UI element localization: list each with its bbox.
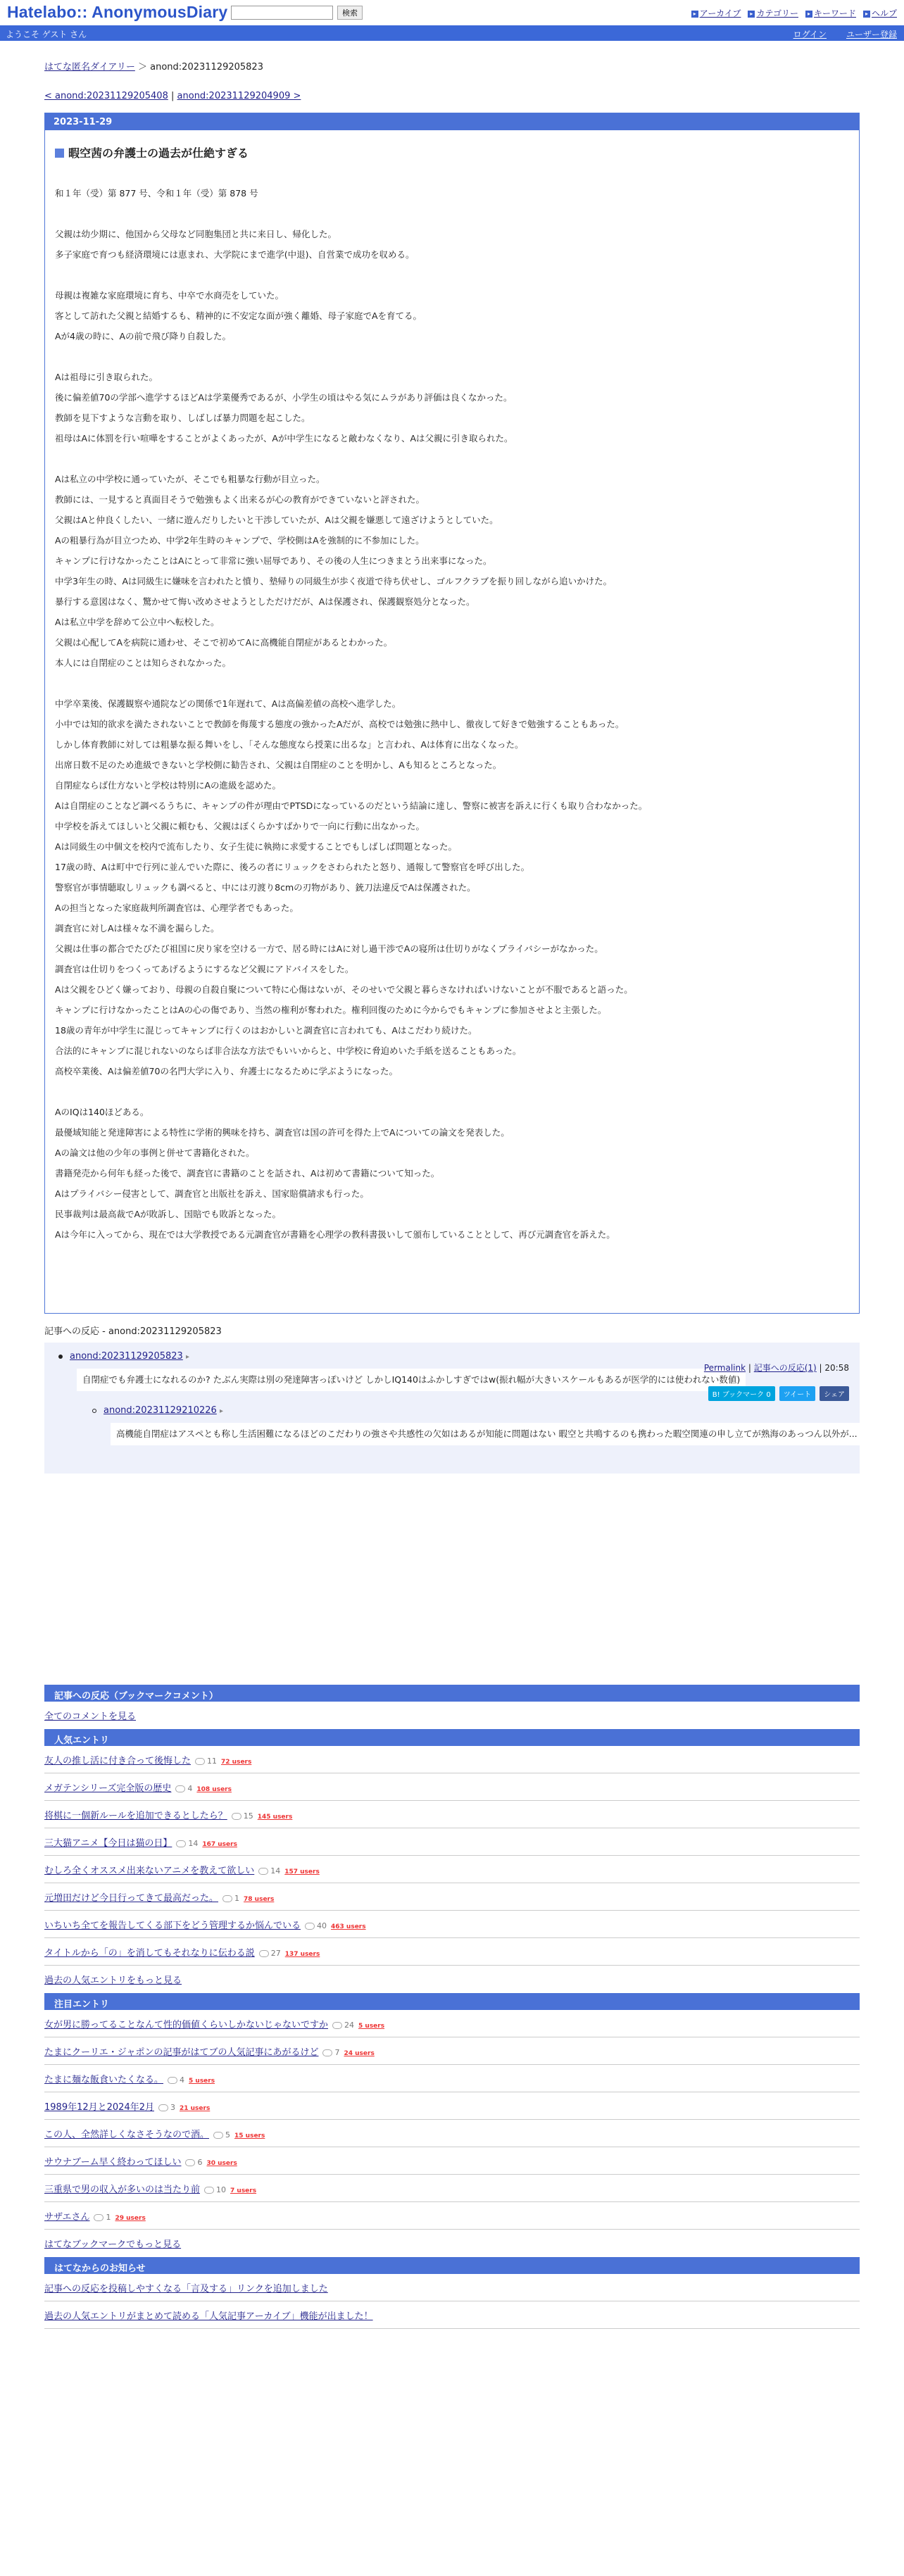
comment-bubble-icon: [232, 1813, 241, 1820]
entry-line: 合法的にキャンプに混じれないのならば非合法な方法でもいいからと、中学校に脅迫めいた手紙を送ることもあった。: [55, 1045, 522, 1056]
entry-line: 父親は幼少期に、他国から父母など同胞集団と共に来日し、帰化した。: [55, 229, 337, 239]
top-link-category[interactable]: ▸ カテゴリー: [748, 7, 798, 19]
entry-link[interactable]: タイトルから「の」を消してもそれなりに伝わる説: [44, 1948, 255, 1959]
comment-bubble-icon: [222, 1895, 232, 1902]
entry-line: 18歳の青年が中学生に混じってキャンプに行くのはおかしいと調査官に言われても、Aはこだわり続けた。: [55, 1025, 477, 1036]
entry-link[interactable]: 女が男に勝ってることなんて性的価値くらいしかないじゃないですか: [44, 2020, 329, 2030]
site-logo[interactable]: Hatelabo:: AnonymousDiary: [7, 3, 228, 21]
comment-bubble-icon: [94, 2214, 103, 2221]
comment-bubble-icon: [322, 2049, 332, 2056]
comment-bubble-icon: [195, 1758, 205, 1765]
comment-count: 6: [185, 2158, 202, 2167]
noteworthy-header: 注目エントリ: [44, 1993, 860, 2010]
notice-item: 過去の人気エントリがまとめて読める「人気記事アーカイブ」機能が出ました！: [44, 2301, 860, 2329]
comment-bubble-icon: [168, 2077, 177, 2084]
entry-row: [44, 1801, 860, 1828]
entry-line: 父親は仕事の都合でたびたび祖国に戻り家を空ける一方で、居る時にはAに対し過干渉でAの寝所は仕切りがなくプライバシーがなかった。: [55, 943, 603, 954]
search-input[interactable]: [231, 6, 333, 20]
ad-space: [44, 1474, 860, 1685]
entry-row: [44, 2202, 860, 2230]
entry-link[interactable]: いちいち全てを報告してくる部下をどう管理するか悩んでいる: [44, 1921, 301, 1931]
entry-line: 後に偏差値70の学部へ進学するほどAは学業優秀であるが、小学生の頃はやる気にムラがあり評価は良くなかった。: [55, 392, 513, 403]
breadcrumb: はてな匿名ダイアリー ＞ anond:20231129205823: [44, 62, 263, 73]
entry-paragraph: [55, 183, 849, 203]
entry-link[interactable]: メガテンシリーズ完全版の歴史: [44, 1783, 172, 1794]
entry-line: Aは私立の中学校に通っていたが、そこでも粗暴な行動が目立った。: [55, 474, 325, 484]
entry-link[interactable]: この人、全然詳しくなさそうなので酒。: [44, 2130, 210, 2140]
entry-row: [44, 1883, 860, 1911]
entry-row: [44, 2147, 860, 2175]
search-button[interactable]: 検索: [337, 6, 363, 20]
entry-line: 母親は複雑な家庭環境に育ち、中卒で水商売をしていた。: [55, 290, 284, 301]
entry-line: キャンプに行けなかったことはAにとって非常に強い屈辱であり、その後の人生につきまとう出来事になった。: [55, 555, 492, 566]
users-count[interactable]: 5 users: [189, 2078, 215, 2085]
notice-list: [44, 2274, 860, 2329]
permalink[interactable]: Permalink: [703, 1363, 746, 1373]
notice-header: はてなからのお知らせ: [44, 2257, 860, 2274]
users-count[interactable]: 21 users: [179, 2105, 211, 2112]
entry-link[interactable]: 元増田だけど今日行ってきて最高だった。: [44, 1893, 219, 1904]
entry-line: 調査官は仕切りをつくってあげるようにするなど父親にアドバイスをした。: [55, 964, 354, 974]
comment-count: 3: [158, 2103, 175, 2112]
entry-line: Aは私立中学を辞めて公立中へ転校した。: [55, 617, 220, 627]
entry-line: Aは今年に入ってから、現在では大学教授である元調査官が書籍を心理学の教科書扱いして頒布していることとして、再び元調査官を訴えた。: [55, 1229, 615, 1240]
entry-line: 警察官が事情聴取しリュックも調べると、中には刃渡り8cmの刃物があり、銃刀法違反でAは保護された。: [55, 882, 476, 893]
comment-bubble-icon: [204, 2187, 214, 2194]
comment-bubble-icon: [259, 1950, 269, 1957]
entry-line: 自閉症ならば仕方ないと学校は特別にAの進級を認めた。: [55, 780, 282, 791]
entry-row: [44, 2010, 860, 2037]
top-link-archive[interactable]: ▸ アーカイブ: [691, 7, 741, 19]
all-comments-link[interactable]: 全てのコメントを見る: [44, 1711, 137, 1722]
entry-row: [44, 1828, 860, 1856]
comment-count: 40: [305, 1921, 327, 1930]
bookmark-comments-header: 記事への反応（ブックマークコメント）: [44, 1685, 860, 1702]
entry-line: 中学卒業後、保護観察や通院などの関係で1年遅れて、Aは高偏差値の高校へ進学した。: [55, 698, 401, 709]
prev-entry-link[interactable]: < anond:20231129205408: [44, 91, 168, 101]
top-bar: [0, 0, 904, 25]
entry-link[interactable]: 三大猫アニメ【今日は猫の日】: [44, 1838, 172, 1849]
noteworthy-list: [44, 2010, 860, 2230]
comment-bubble-icon: [175, 1785, 185, 1792]
entry-line: 多子家庭で育つも経済環境には恵まれ、大学院にまで進学(中退)、自営業で成功を収める。: [55, 249, 415, 260]
entry-link[interactable]: むしろ全くオススメ出来ないアニメを教えて欲しい: [44, 1866, 255, 1876]
comment-count: 5: [213, 2130, 230, 2140]
entry-link[interactable]: 友人の推し活に付き合って後悔した: [44, 1756, 192, 1766]
signup-link[interactable]: ユーザー登録: [846, 30, 897, 39]
users-count[interactable]: 108 users: [196, 1786, 232, 1793]
entry-row: [44, 1911, 860, 1938]
entry-link[interactable]: たまにクーリエ・ジャポンの記事がはてブの人気記事にあがるけど: [44, 2047, 319, 2058]
comment-count: 4: [175, 1784, 192, 1793]
entry-link[interactable]: 三重県で男の収入が多いのは当たり前: [44, 2185, 201, 2195]
entry-row: [44, 2175, 860, 2202]
top-links: [691, 7, 897, 19]
comment-count: 15: [232, 1811, 253, 1821]
users-count[interactable]: 30 users: [206, 2160, 237, 2167]
reaction-item: anond:20231129205823 ▸ 自閉症でも弁護士になれるのか? たぶん実際は別の発達障害っぽいけど しかしIQ140はふかしすぎではw(振れ幅が大きいスケールもあるが医学的には使われない数値) anond:20231129210226 ▸ 高機能自閉症はアスペとも称し生活困難になるほどのこだわりの強さや共感性の欠如はあるが知能に問題はない 暇空と共鳴するのも携わった暇空関連の申し立てが熟海のあっつん以外が...: [58, 1351, 846, 1445]
entry-line: 和１年（受）第 877 号、令和１年（受）第 878 号: [55, 188, 258, 199]
users-count[interactable]: 29 users: [115, 2215, 146, 2222]
entry-line: Aの論文は他の少年の事例と併せて書籍化された。: [55, 1148, 255, 1158]
breadcrumb-home[interactable]: はてな匿名ダイアリー: [44, 62, 135, 73]
comment-count: 14: [258, 1866, 280, 1876]
entry-line: 最優域知能と発達障害による特性に学術的興味を持ち、調査官は国の許可を得た上でAについての論文を発表した。: [55, 1127, 510, 1138]
square-icon: [55, 149, 64, 158]
entry-paragraph: [55, 1102, 849, 1245]
comment-count: 1: [222, 1894, 239, 1903]
entry-paragraph: [55, 367, 849, 448]
entry-line: 客として訪れた父親と結婚するも、精神的に不安定な面が強く離婚、母子家庭でAを育てる。: [55, 310, 422, 321]
users-count[interactable]: 145 users: [257, 1814, 293, 1821]
bullet-icon: [92, 1409, 96, 1413]
login-link[interactable]: ログイン: [793, 30, 827, 39]
entry-line: Aは祖母に引き取られた。: [55, 372, 158, 382]
reaction-child: anond:20231129210226 ▸ 高機能自閉症はアスペとも称し生活困難になるほどのこだわりの強さや共感性の欠如はあるが知能に問題はない 暇空と共鳴するのも携わった暇空関連の申し立てが熟海のあっつん以外が...: [92, 1405, 846, 1445]
entry-row: [44, 1746, 860, 1773]
comment-count: 10: [204, 2185, 226, 2194]
comment-count: 11: [195, 1757, 217, 1766]
comment-bubble-icon: [258, 1868, 268, 1875]
entry-line: 教師を見下すような言動を取り、しばしば暴力問題を起こした。: [55, 413, 310, 423]
users-count[interactable]: 24 users: [344, 2050, 375, 2057]
hatena-bookmark-button[interactable]: B! ブックマーク 0: [708, 1386, 775, 1401]
entry-link[interactable]: サウナブーム早く終わってほしい: [44, 2157, 182, 2168]
entry-link[interactable]: たまに麺な飯食いたくなる。: [44, 2075, 164, 2085]
entry-line: 教師には、一見すると真面目そうで勉強もよく出来るが心の教育ができていないと評された。: [55, 494, 425, 505]
users-count[interactable]: 463 users: [331, 1923, 366, 1930]
entry-line: 中学3年生の時、Aは同級生に嫌味を言われたと憤り、墊帰りの同級生が歩く夜道で待ち伏せし、ゴルフクラブを振り回しながら追いかけた。: [55, 576, 613, 586]
entry-footer: Permalink | 記事への反応(1) | 20:58: [703, 1363, 849, 1373]
entry-row: [44, 2065, 860, 2092]
entry-line: 祖母はAに体罰を行い喧嘩をすることがよくあったが、Aが中学生になると敵わなくなり、Aは父親に引き取られた。: [55, 433, 513, 444]
top-link-keyword[interactable]: ▸ キーワード: [805, 7, 856, 19]
entry-line: しかし体育教師に対しては粗暴な振る舞いをし、「そんな態度なら授業に出るな」と言われ、Aは体育に出なくなった。: [55, 739, 524, 750]
noteworthy-more-link[interactable]: はてなブックマークでもっと見る: [44, 2239, 182, 2250]
popular-header: 人気エントリ: [44, 1729, 860, 1746]
entry-line: Aの担当となった家庭裁判所調査官は、心理学者でもあった。: [55, 903, 299, 913]
comment-count: 4: [168, 2075, 184, 2085]
arrow-icon: ▸: [748, 11, 755, 18]
comment-count: 14: [176, 1839, 198, 1848]
day-date: 2023-11-29: [45, 113, 859, 130]
arrow-icon: ▸: [805, 11, 812, 18]
reaction-link[interactable]: anond:20231129210226: [103, 1405, 217, 1416]
entry-line: Aは同級生の中個文を校内で流布したり、女子生徒に執拗に求愛することでもしばしば問題となった。: [55, 841, 458, 852]
entry-row: [44, 2037, 860, 2065]
user-bar: [0, 25, 904, 41]
comment-bubble-icon: [176, 1840, 186, 1847]
reaction-link[interactable]: anond:20231129205823: [70, 1351, 183, 1362]
entry-row: [44, 1856, 860, 1883]
entry-row: [44, 2092, 860, 2120]
entry-paragraph: [55, 469, 849, 673]
entry-line: 調査官に対しAは様々な不満を漏らした。: [55, 923, 220, 934]
entry-line: 書籍発売から何年も経った後で、調査官に書籍のことを話され、Aは初めて書籍について知った。: [55, 1168, 440, 1179]
entry-line: 父親はAと仲良くしたい、一緒に遊んだりしたいと干渉していたが、Aは父親を嫌悪して遠ざけようとしていた。: [55, 515, 498, 525]
entry-line: 17歳の時、Aは町中で行列に並んでいた際に、後ろの者にリュックをさわられたと怒り、通報して警察官を呼び出した。: [55, 862, 530, 872]
entry-line: 高校卒業後、Aは偏差値70の名門大学に入り、弁護士になるために学ぶようになった。: [55, 1066, 398, 1076]
entry-line: 出席日数不足のため進級できないと学校側に勧告され、父親は自閉症のことを明かし、Aも知るところとなった。: [55, 760, 502, 770]
arrow-icon: ▸: [863, 11, 870, 18]
entry-line: 暴行する意図はなく、驚かせて悔い改めさせようとしただけだが、Aは保護され、保護観察処分となった。: [55, 596, 475, 607]
entry-link[interactable]: 1989年12月と2024年2月: [44, 2102, 154, 2113]
entry-line: Aは自閉症のことなど調べるうちに、キャンプの件が理由でPTSDになっているのだという結論に達し、警察に被害を訴えに行くも取り合わなかった。: [55, 800, 648, 811]
top-link-help[interactable]: ▸ ヘルプ: [863, 7, 897, 19]
tweet-button[interactable]: ツイート: [779, 1386, 816, 1401]
entry-line: AのIQは140ほどある。: [55, 1107, 149, 1117]
users-count[interactable]: 5 users: [358, 2023, 385, 2030]
bullet-icon: [58, 1355, 63, 1359]
users-count[interactable]: 157 users: [284, 1868, 320, 1876]
arrow-icon: ▸: [691, 11, 698, 18]
comment-bubble-icon: [305, 1923, 315, 1930]
entry-line: 父親は心配してAを病院に通わせ、そこで初めてAに高機能自閉症があるとわかった。: [55, 637, 393, 648]
greeting: ようこそ ゲスト さん: [6, 30, 87, 39]
facebook-share-button[interactable]: シェア: [820, 1386, 849, 1401]
entry-nav: < anond:20231129205408 | anond:20231129204909 >: [44, 91, 301, 101]
entry-line: 小中では知的欲求を満たされないことで教師を侮蔑する態度の強かったAだが、高校では勉強に熱中し、徹夜して好きで勉強することもあった。: [55, 719, 624, 729]
entry-text: [55, 183, 849, 1245]
notice-item: 記事への反応を投稿しやすくなる「言及する」リンクを追加しました: [44, 2274, 860, 2301]
reaction-text: 高機能自閉症はアスペとも称し生活困難になるほどのこだわりの強さや共感性の欠如はあるが知能に問題はない 暇空と共鳴するのも携わった暇空関連の申し立てが熟海のあっつん以外が...: [111, 1423, 871, 1445]
entry-line: Aの粗暴行為が目立つため、中学2年生時のキャンプで、学校側はAを強制的に不参加にした。: [55, 535, 425, 546]
entry-line: Aは父親をひどく嫌っており、母親の自殺自聚について特に心傷はないが、そのせいで父親と暮らさなければいけないことが不服であると語った。: [55, 984, 633, 995]
entry-line: Aはプライバシー侵害として、調査官と出版社を訴え、国家賠償請求も行った。: [55, 1188, 369, 1199]
entry-title: 暇空茜の弁護士の過去が仕絶すぎる: [55, 144, 849, 161]
entry-link[interactable]: 将棋に一個新ルールを追加できるとしたら？: [44, 1811, 227, 1821]
users-count[interactable]: 7 users: [230, 2187, 257, 2194]
reactions-title: 記事への反応 - anond:20231129205823: [44, 1326, 222, 1337]
share-buttons: [708, 1386, 849, 1401]
breadcrumb-current: anond:20231129205823: [150, 62, 263, 73]
entry-paragraph: [55, 224, 849, 265]
reactions-link[interactable]: 記事への反応(1): [753, 1363, 817, 1373]
users-count[interactable]: 137 users: [284, 1951, 320, 1958]
entry-paragraph: [55, 285, 849, 346]
entry-line: 中学校を訴えてほしいと父親に頼むも、父親はぼくらかすばかりで一向に行動に出なかった。: [55, 821, 425, 831]
comment-count: 7: [322, 2048, 339, 2057]
comment-bubble-icon: [332, 2022, 342, 2029]
entry-time: 20:58: [824, 1363, 849, 1373]
entry-link[interactable]: サザエさん: [44, 2212, 90, 2223]
comment-count: 24: [332, 2021, 354, 2030]
entry-line: Aが4歳の時に、Aの前で飛び降り自殺した。: [55, 331, 232, 341]
users-count[interactable]: 15 users: [234, 2132, 265, 2140]
popular-more-link[interactable]: 過去の人気エントリをもっと見る: [44, 1975, 182, 1986]
comment-bubble-icon: [185, 2159, 195, 2166]
entry-row: [44, 1938, 860, 1966]
main-content: [44, 55, 860, 2329]
entry-line: 本人には自閉症のことは知らされなかった。: [55, 658, 232, 668]
reaction-text: 自閉症でも弁護士になれるのか? たぶん実際は別の発達障害っぽいけど しかしIQ140はふかしすぎではw(振れ幅が大きいスケールもあるが医学的には使われない数値): [77, 1369, 746, 1391]
comment-count: 27: [259, 1949, 281, 1958]
entry-line: 民事裁判は最高裁でAが敗訴し、国賠でも敗訴となった。: [55, 1209, 282, 1219]
popular-list: [44, 1746, 860, 1966]
entry-paragraph: [55, 693, 849, 1081]
entry-row: [44, 1773, 860, 1801]
users-count[interactable]: 167 users: [202, 1841, 237, 1848]
comment-count: 1: [94, 2213, 111, 2222]
entry-line: キャンプに行けなかったことはAの心の傷であり、当然の権利が奪われた。権利回復のために今からでもキャンプに参加させよと主張した。: [55, 1005, 607, 1015]
users-count[interactable]: 78 users: [244, 1896, 275, 1903]
comment-bubble-icon: [158, 2104, 168, 2111]
users-count[interactable]: 72 users: [221, 1759, 252, 1766]
comment-bubble-icon: [213, 2132, 223, 2139]
next-entry-link[interactable]: anond:20231129204909 >: [177, 91, 301, 101]
entry-row: [44, 2120, 860, 2147]
